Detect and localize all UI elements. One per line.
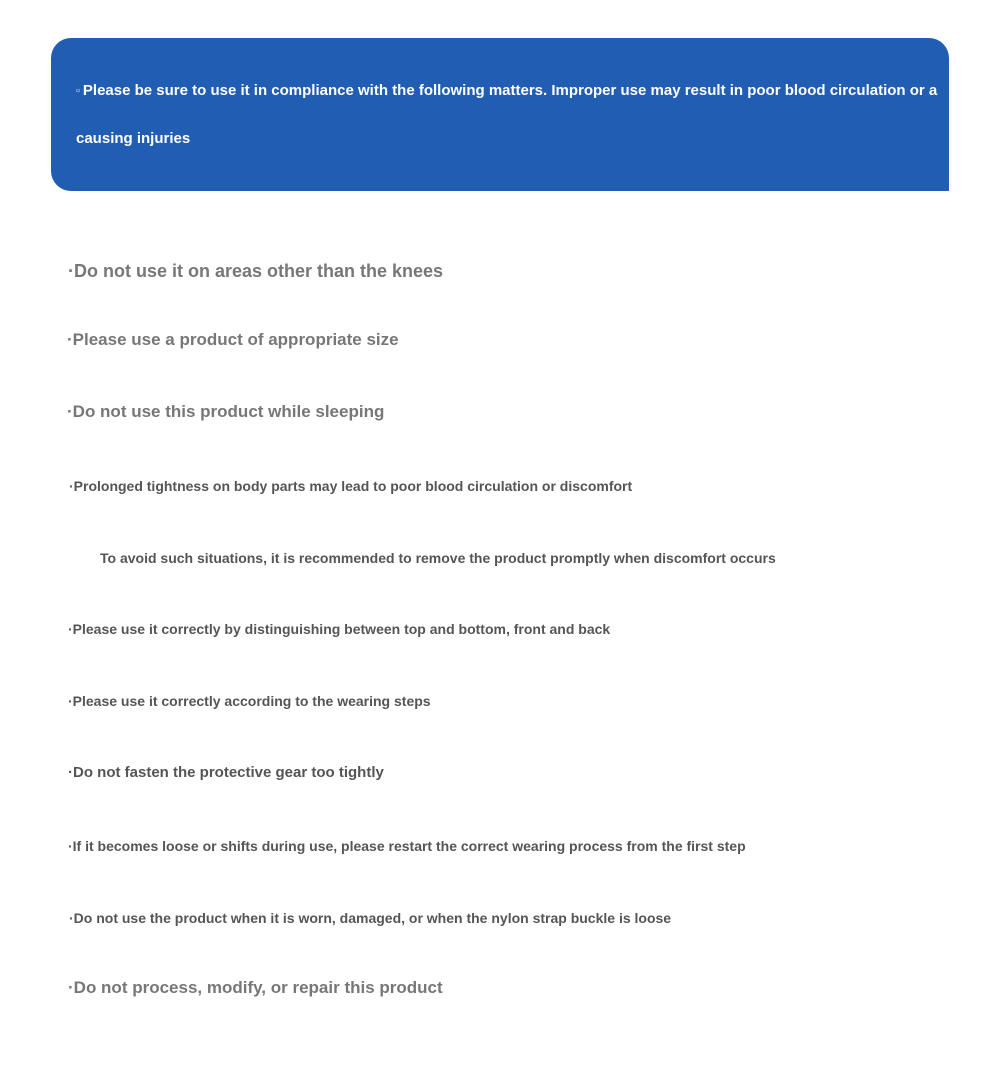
instruction-item: ·Do not process, modify, or repair this product <box>68 978 443 997</box>
instruction-item: ·If it becomes loose or shifts during use, please restart the correct wearing process from the first step <box>68 838 746 854</box>
notice-text-1: Please be sure to use it in compliance with the following matters. Improper use may result in poor blood circulation or a <box>82 82 938 99</box>
instruction-item: ·Please use a product of appropriate size <box>67 330 399 349</box>
notice-banner <box>51 38 949 191</box>
instruction-item: ·Do not fasten the protective gear too tightly <box>68 764 384 781</box>
notice-line-1 <box>76 82 937 100</box>
instruction-subitem: To avoid such situations, it is recommended to remove the product promptly when discomfort occurs <box>100 550 776 566</box>
instruction-item: ·Please use it correctly by distinguishing between top and bottom, front and back <box>68 621 611 637</box>
instruction-item: ·Do not use it on areas other than the knees <box>68 261 444 281</box>
warning-icon: ▫ <box>76 85 80 97</box>
instruction-item: ·Do not use this product while sleeping <box>67 402 385 421</box>
notice-line-2: causing injuries <box>76 130 191 147</box>
instruction-item: ·Please use it correctly according to the wearing steps <box>68 693 431 709</box>
instruction-item: ·Do not use the product when it is worn, damaged, or when the nylon strap buckle is loose <box>69 910 672 926</box>
instruction-item: ·Prolonged tightness on body parts may lead to poor blood circulation or discomfort <box>69 478 633 494</box>
